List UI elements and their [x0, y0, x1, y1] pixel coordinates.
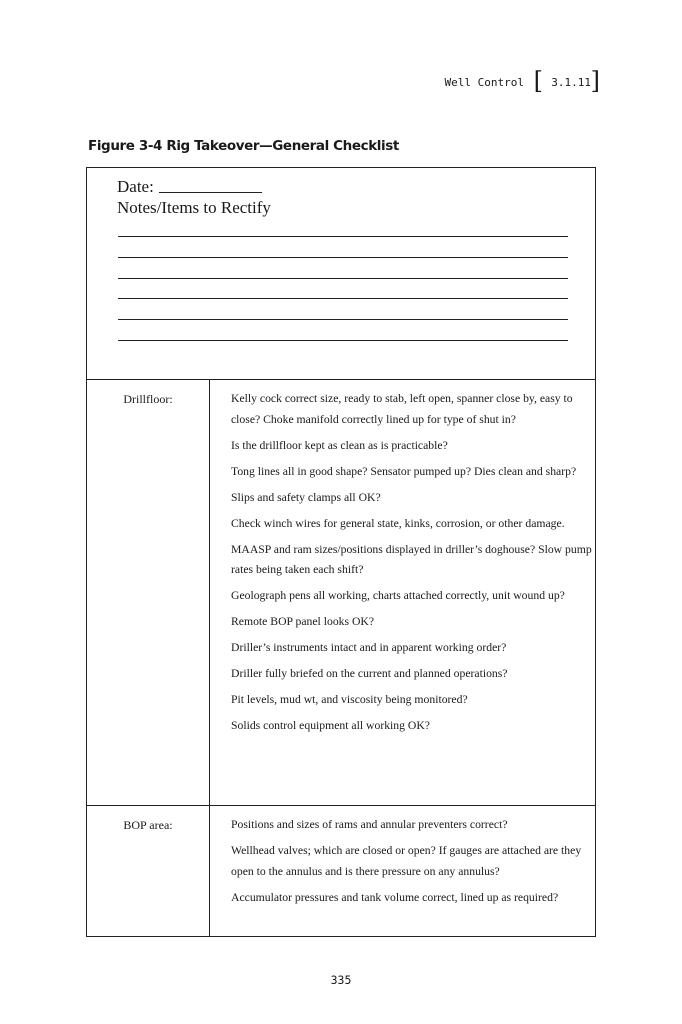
notes-writing-line[interactable] — [118, 319, 568, 320]
running-head — [0, 67, 600, 96]
checklist-item: Is the drillfloor kept as clean as is practicable? — [231, 438, 448, 452]
checklist-item: Solids control equipment all working OK? — [231, 719, 430, 732]
bop-area-label: BOP area: — [123, 818, 173, 832]
checklist-item: Wellhead valves; which are closed or open? If gauges are attached are they open to the annulus and is there pressure on any annulus? — [231, 844, 582, 878]
checklist-item: Slips and safety clamps all OK? — [231, 490, 381, 504]
checklist-item: MAASP and ram sizes/positions displayed in driller’s doghouse? Slow pump rates being taken each shift? — [231, 542, 592, 576]
bop-area-items — [231, 815, 595, 914]
bop-area-section — [87, 806, 595, 936]
checklist-item: Accumulator pressures and tank volume correct, lined up as required? — [231, 890, 559, 904]
notes-section — [87, 168, 595, 380]
checklist-item: Driller’s instruments intact and in apparent working order? — [231, 641, 507, 654]
running-head-title: Well Control — [444, 76, 524, 89]
date-field[interactable] — [117, 177, 262, 197]
checklist-item: Kelly cock correct size, ready to stab, left open, spanner close by, easy to close? Choke manifold correctly lined up for type of shut in? — [231, 392, 573, 426]
checklist-item: Positions and sizes of rams and annular preventers correct? — [231, 818, 508, 831]
section-bracket-open: [ — [533, 67, 543, 95]
checklist-item: Geolograph pens all working, charts attached correctly, unit wound up? — [231, 589, 565, 602]
notes-writing-line[interactable] — [118, 278, 568, 279]
page-number: 335 — [330, 973, 352, 987]
drillfloor-section — [87, 380, 595, 806]
date-blank-line[interactable] — [159, 180, 262, 193]
section-bracket-close: ] — [590, 67, 600, 95]
drillfloor-label: Drillfloor: — [123, 392, 173, 406]
notes-writing-line[interactable] — [118, 298, 568, 299]
checklist-item: Pit levels, mud wt, and viscosity being monitored? — [231, 693, 468, 706]
checklist-item: Remote BOP panel looks OK? — [231, 615, 375, 628]
notes-label: Notes/Items to Rectify — [117, 198, 271, 217]
notes-writing-line[interactable] — [118, 340, 568, 341]
column-divider — [209, 380, 210, 805]
drillfloor-items — [231, 389, 595, 742]
notes-writing-line[interactable] — [118, 236, 568, 237]
figure-caption: Figure 3-4 Rig Takeover—General Checklist — [88, 138, 399, 154]
checklist-item: Tong lines all in good shape? Sensator pumped up? Dies clean and sharp? — [231, 464, 577, 478]
date-label: Date: — [117, 177, 154, 196]
checklist-item: Driller fully briefed on the current and planned operations? — [231, 667, 508, 680]
checklist-form — [86, 167, 596, 937]
section-number: 3.1.11 — [551, 76, 591, 89]
notes-writing-line[interactable] — [118, 257, 568, 258]
checklist-item: Check winch wires for general state, kinks, corrosion, or other damage. — [231, 516, 565, 530]
column-divider — [209, 806, 210, 936]
